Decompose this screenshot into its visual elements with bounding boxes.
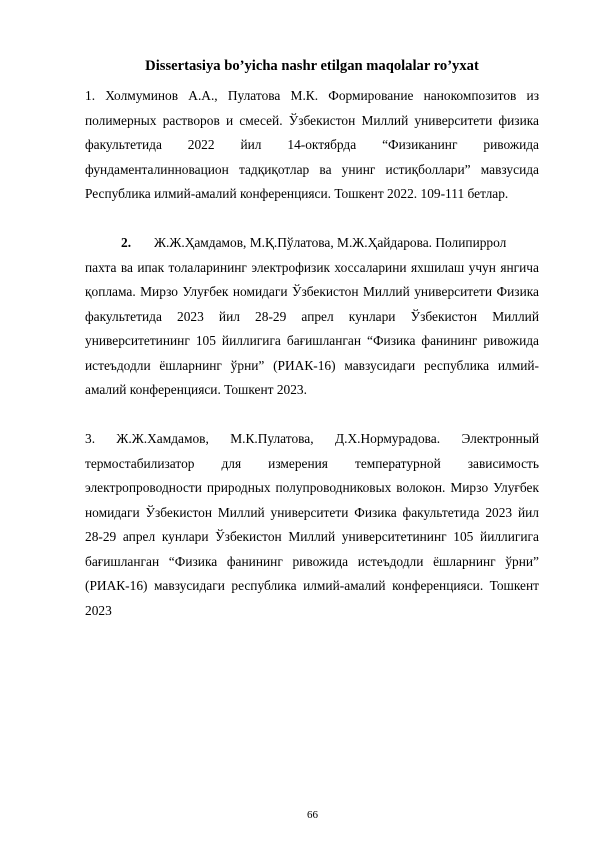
page-title: Dissertasiya bo’yicha nashr etilgan maqolalar ro’yxat (145, 58, 479, 74)
reference-item-2-body: пахта ва ипак толаларининг электрофизик хоссаларини яхшилаш учун янгича қоплама. Мирзо Улуғбек номидаги Ўзбекистон Миллий университети Физика факультетида 2023 йил 28-29 апрел кунлари Ўзбекистон Миллий университетининг 105 йиллигига бағишланган “Физика фанининг ривожида истеъдодли ёшларнинг ўрни” (РИАК-16) мавзусидаги республика илмий-амалий конференцияси. Тошкент 2023. (85, 259, 539, 397)
reference-item-2-first-line (85, 231, 539, 256)
reference-number: 2. (121, 235, 132, 250)
page-number: 66 (307, 809, 318, 821)
reference-item-1: 1. Холмуминов А.А., Пулатова М.К. Формирование нанокомпозитов из полимерных растворов и смесей. Ўзбекистон Миллий университети физика факультетида 2022 йил 14-октябрда “Физиканинг ривожида фундаменталинновацион тадқиқотлар ва унинг истиқболлари” мавзусида Республика илмий-амалий конференцияси. Тошкент 2022. 109-111 бетлар. (85, 88, 539, 201)
reference-item-2 (85, 231, 539, 403)
reference-item-3: 3. Ж.Ж.Хамдамов, М.К.Пулатова, Д.Х.Нормурадова. Электронный термостабилизатор для измерения температурной зависимость электропроводности природных полупроводниковых волокон. Мирзо Улуғбек номидаги Ўзбекистон Миллий университети Физика факультетида 2023 йил 28-29 апрел кунлари Ўзбекистон Миллий университетининг 105 йиллигига бағишланган “Физика фанининг ривожида истеъдодли ёшларнинг ўрни” (РИАК-16) мавзусидаги республика илмий-амалий конференцияси. Тошкент 2023 (85, 431, 539, 618)
reference-item-2-authors: Ж.Ж.Ҳамдамов, М.Қ.Пўлатова, М.Ж.Ҳайдарова. Полипиррол (154, 235, 507, 250)
